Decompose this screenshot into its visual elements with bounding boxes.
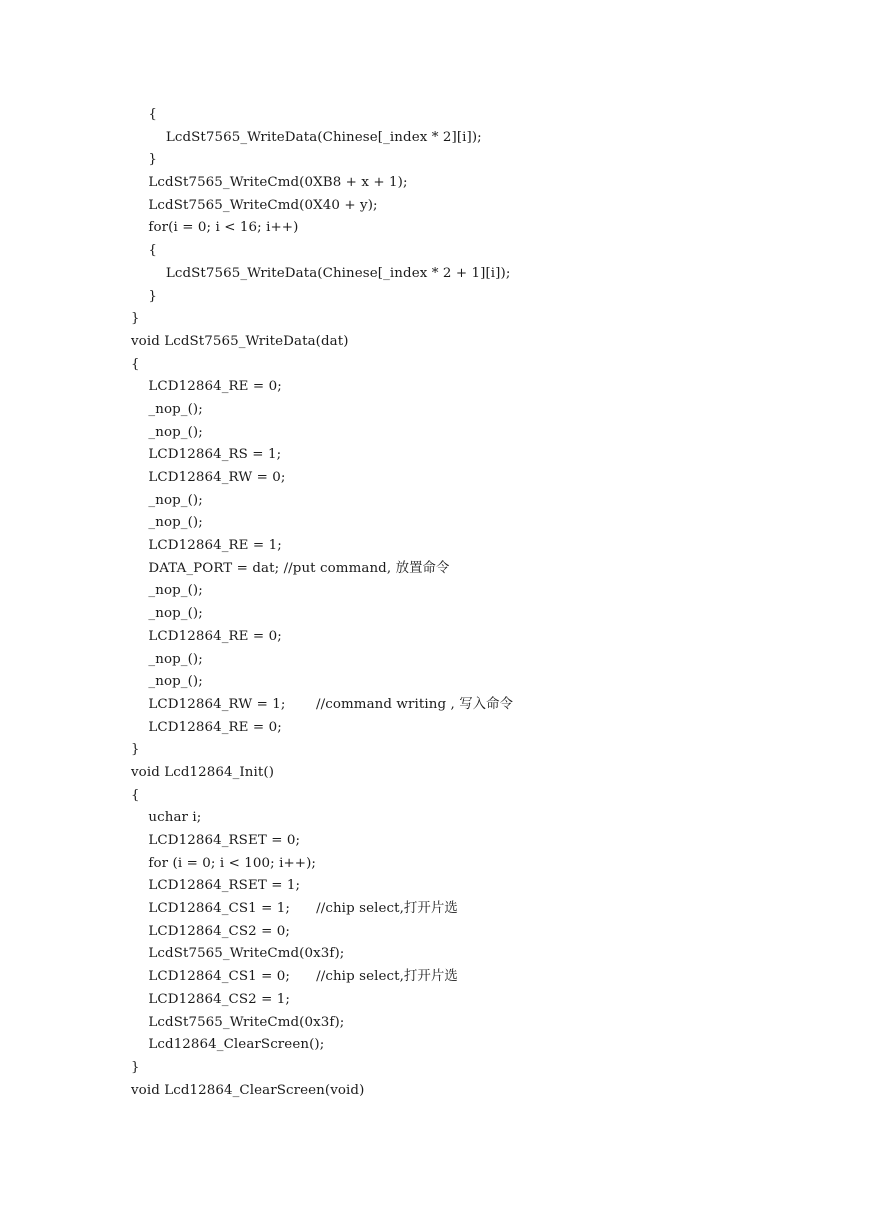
code-line: LCD12864_RW = 1; //command writing , 写入命令 [131,696,514,712]
code-line: LCD12864_RW = 0; [131,470,286,485]
code-line: } [131,288,158,304]
code-line: _nop_(); [131,424,203,440]
code-line: LcdSt7565_WriteCmd(0x3f); [131,1014,345,1030]
code-line: } [131,311,140,327]
code-line: _nop_(); [131,401,203,417]
code-line: LcdSt7565_WriteCmd(0x3f); [131,946,345,962]
code-line: LCD12864_RE = 1; [131,538,282,554]
code-line: _nop_(); [131,515,203,531]
code-line: LCD12864_CS2 = 1; [131,991,290,1007]
code-line: _nop_(); [131,583,203,599]
code-line: uchar i; [131,810,202,826]
code-line: for (i = 0; i < 100; i++); [131,855,317,871]
code-line: LCD12864_RSET = 0; [131,833,301,848]
code-line: LcdSt7565_WriteData(Chinese[_index * 2 + 1][i]); [131,265,511,281]
code-line: } [131,742,140,758]
code-line: LCD12864_CS2 = 0; [131,923,290,939]
code-line: void Lcd12864_Init() [131,764,275,780]
code-line: _nop_(); [131,492,203,508]
code-line: LCD12864_CS1 = 0; //chip select,打开片选 [131,969,458,985]
code-line: { [131,356,140,372]
code-listing [131,104,831,1102]
code-line: LcdSt7565_WriteCmd(0XB8 + x + 1); [131,175,408,191]
code-line: _nop_(); [131,674,203,690]
code-line: LcdSt7565_WriteCmd(0X40 + y); [131,197,378,213]
code-line: LCD12864_RE = 0; [131,628,282,644]
code-line: Lcd12864_ClearScreen(); [131,1037,325,1053]
code-line: for(i = 0; i < 16; i++) [131,220,299,236]
code-line: void LcdSt7565_WriteData(dat) [131,333,349,349]
code-line: } [131,1059,140,1075]
code-line: LcdSt7565_WriteData(Chinese[_index * 2][i]); [131,129,482,145]
code-line: LCD12864_RE = 0; [131,719,282,735]
code-line: } [131,152,158,168]
code-line: _nop_(); [131,606,203,622]
code-line: { [131,787,140,803]
code-line: LCD12864_CS1 = 1; //chip select,打开片选 [131,901,458,917]
code-line: _nop_(); [131,651,203,667]
code-line: { [131,243,158,259]
code-line: DATA_PORT = dat; //put command, 放置命令 [131,560,450,576]
code-line: LCD12864_RS = 1; [131,447,282,463]
code-line: LCD12864_RE = 0; [131,379,282,395]
code-line: void Lcd12864_ClearScreen(void) [131,1082,365,1098]
code-line: LCD12864_RSET = 1; [131,878,301,894]
code-line: { [131,107,158,122]
